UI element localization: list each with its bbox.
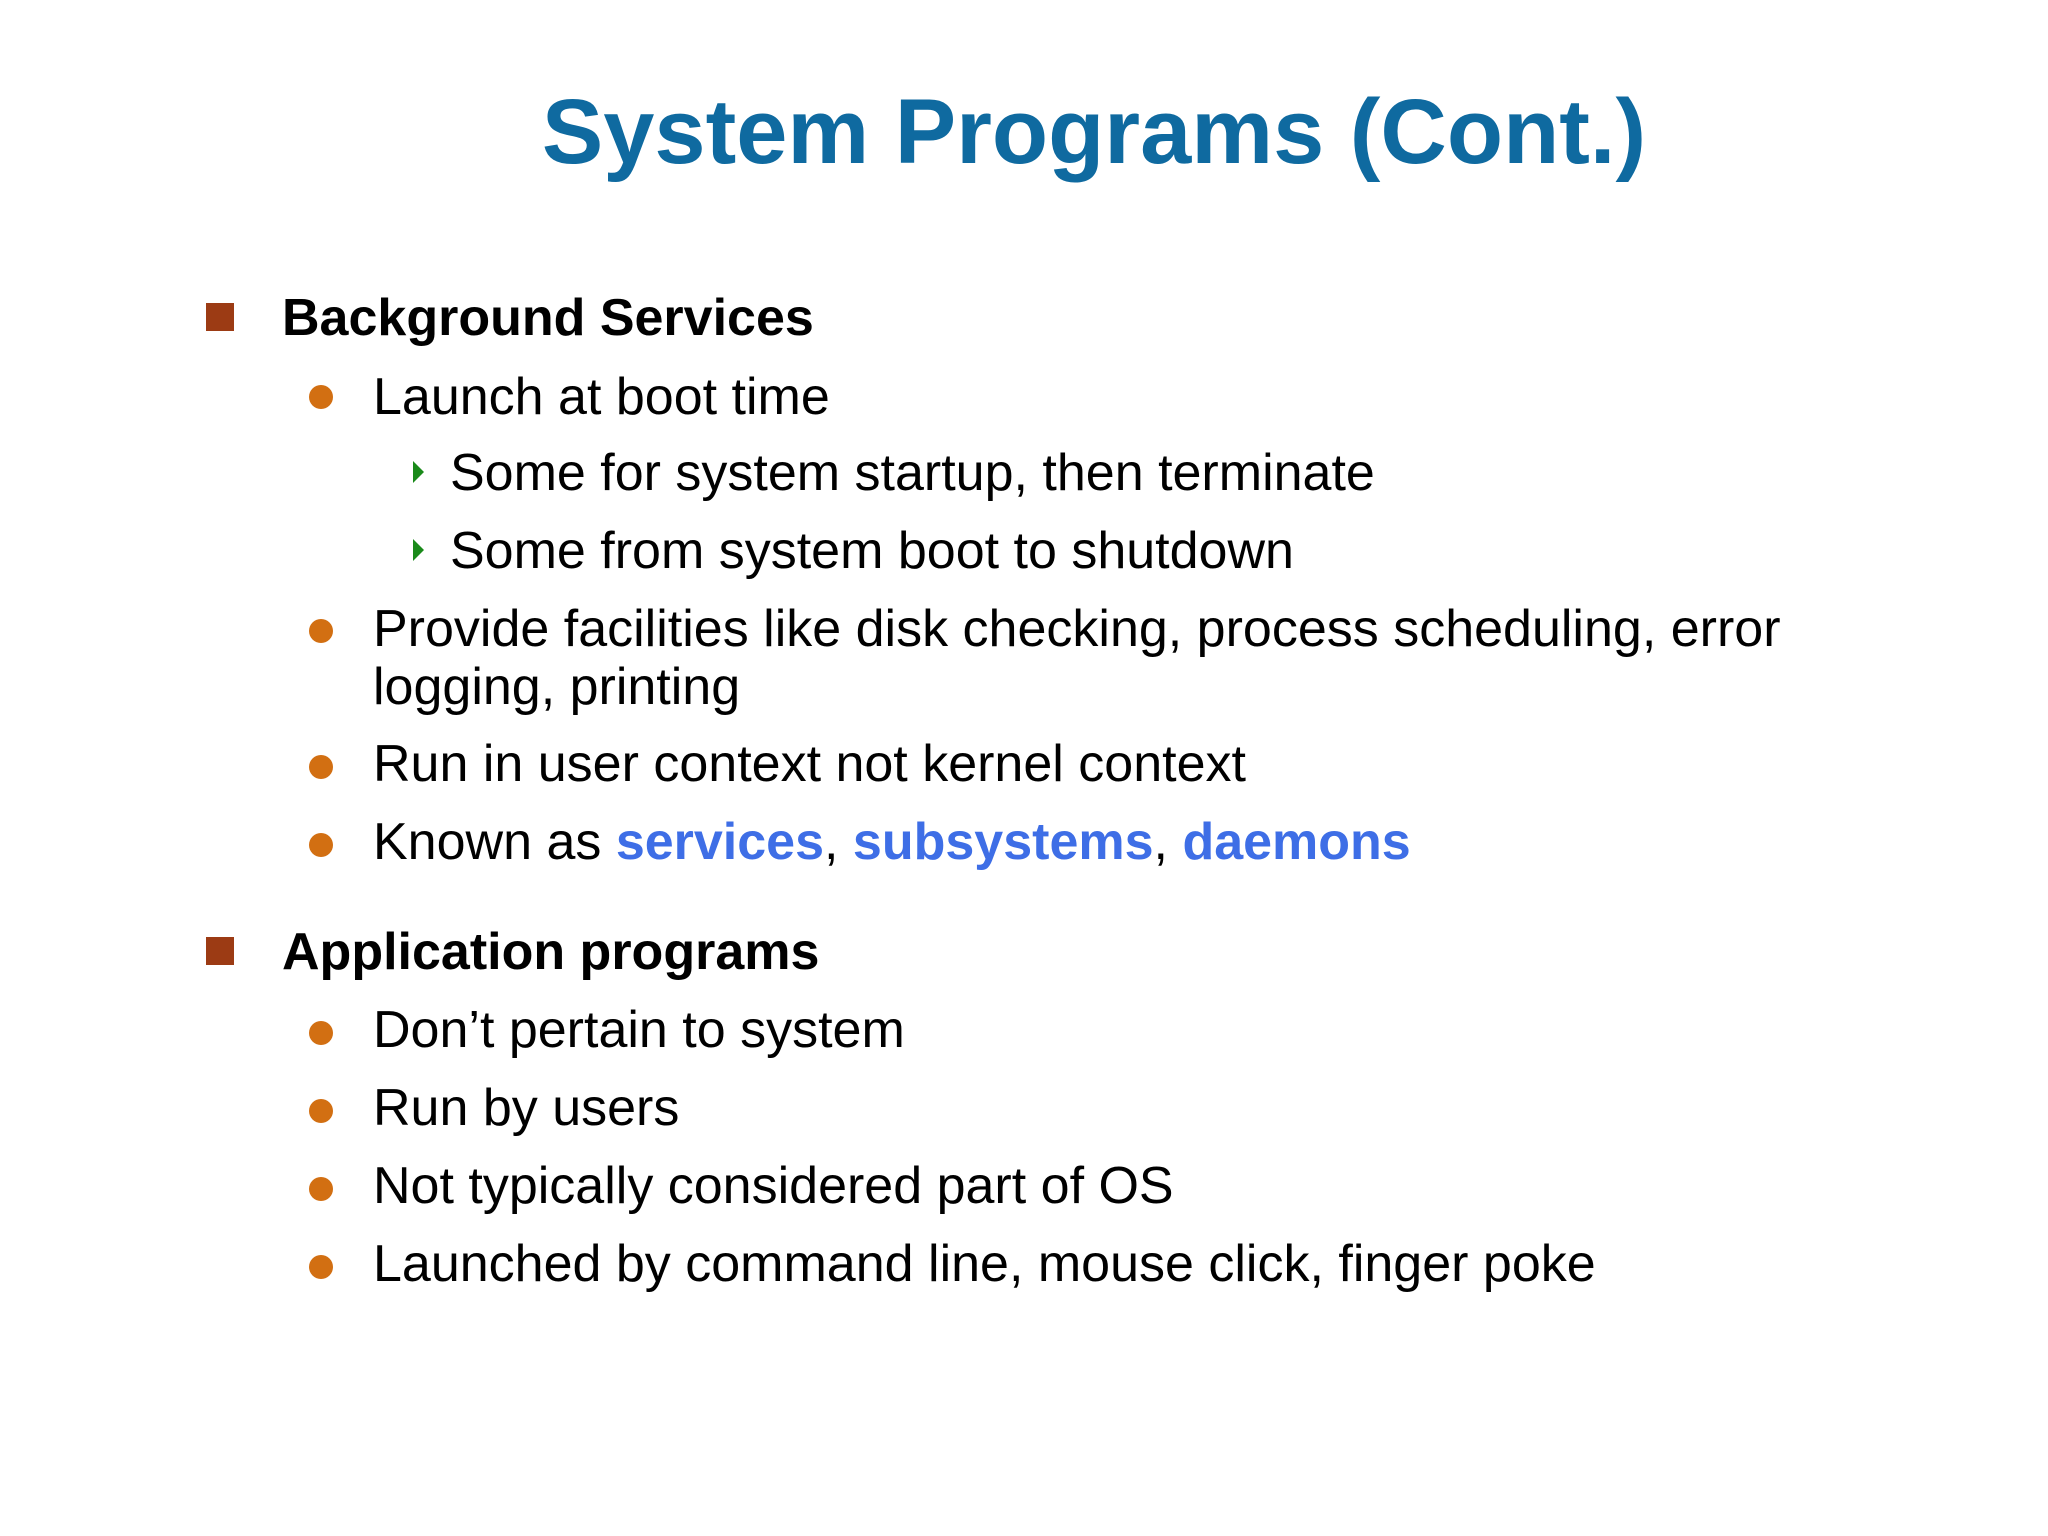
round-bullet-icon	[309, 1021, 333, 1045]
list-item: Launched by command line, mouse click, finger poke	[373, 1235, 1596, 1293]
round-bullet-icon	[309, 385, 333, 409]
list-item: Don’t pertain to system	[373, 1001, 905, 1059]
triangle-arrow-icon	[413, 461, 424, 483]
round-bullet-icon	[309, 619, 333, 643]
round-bullet-icon	[309, 755, 333, 779]
list-item: Launch at boot time	[373, 368, 830, 426]
section-heading-application-programs: Application programs	[282, 923, 820, 981]
list-item-line: logging, printing	[373, 658, 741, 716]
known-as-prefix: Known as	[373, 813, 616, 871]
slide-title: System Programs (Cont.)	[541, 81, 1647, 183]
list-item: Not typically considered part of OS	[373, 1157, 1174, 1215]
separator: ,	[1153, 813, 1183, 871]
round-bullet-icon	[309, 1099, 333, 1123]
round-bullet-icon	[309, 1177, 333, 1201]
list-item	[373, 600, 1781, 716]
list-item-line: Provide facilities like disk checking, process scheduling, error	[373, 600, 1781, 658]
term-services: services	[615, 813, 825, 871]
sub-list-item: Some for system startup, then terminate	[450, 444, 1375, 502]
list-item: Run in user context not kernel context	[373, 735, 1246, 793]
term-subsystems: subsystems	[852, 813, 1154, 871]
square-bullet-icon	[206, 937, 234, 965]
sub-list-item: Some from system boot to shutdown	[450, 522, 1294, 580]
round-bullet-icon	[309, 1255, 333, 1279]
round-bullet-icon	[309, 833, 333, 857]
list-item-known-as	[373, 813, 1411, 871]
square-bullet-icon	[206, 303, 234, 331]
separator: ,	[824, 813, 853, 871]
term-daemons: daemons	[1182, 813, 1411, 871]
section-heading-background-services: Background Services	[282, 289, 814, 347]
list-item: Run by users	[373, 1079, 680, 1137]
triangle-arrow-icon	[413, 539, 424, 561]
